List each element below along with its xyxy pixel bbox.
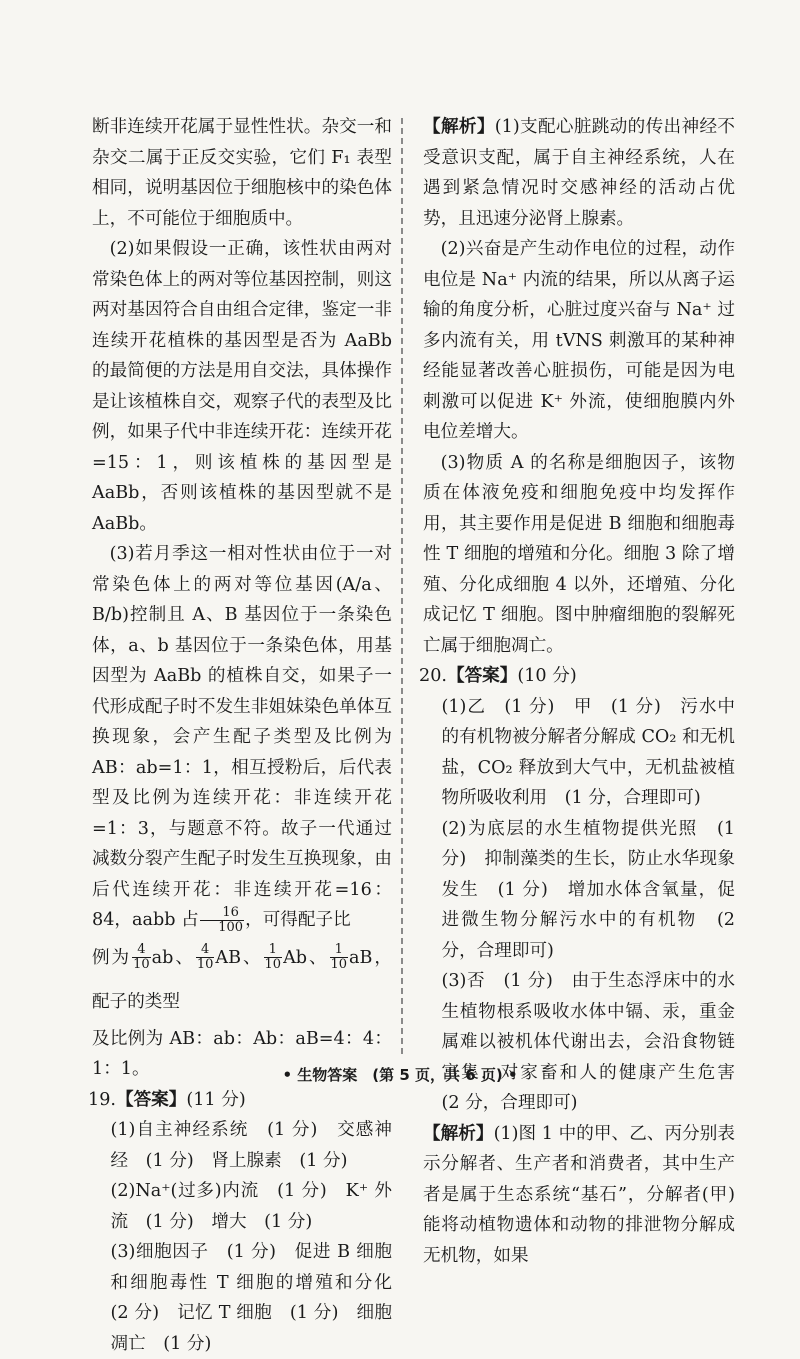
analysis-19-3: (3)物质 A 的名称是细胞因子，该物质在体液免疫和细胞免疫中均发挥作用，其主要作用是促进 B 细胞和细胞毒性 T 细胞的增殖和分化。细胞 3 除了增殖、分化成细胞 4 以外，还增殖、分化成记忆 T 细胞。图中肿瘤细胞的裂解死亡属于细胞凋亡。 [423,452,735,656]
paragraph-part-3-tail: ，可得配子比 [245,910,351,930]
fraction-numerator: 4 [196,943,215,958]
fraction-denominator: 10 [264,957,282,972]
answer-label: 【答案】 [115,1088,187,1110]
question-19-header [88,1085,392,1116]
gamete-Ab: Ab、 [283,947,329,968]
fraction-numerator: 16 [200,906,244,921]
fraction-denominator: 100 [218,919,244,935]
answer-label: 【答案】 [446,665,518,686]
analysis-19-2: (2)兴奋是产生动作电位的过程，动作电位是 Na⁺ 内流的结果，所以从离子运输的角度分析，心脏过度兴奋与 Na⁺ 过多内流有关，用 tVNS 刺激耳的某种神经能显著改善心脏损伤，可能是因为电刺激可以促进 K⁺ 外流，使细胞膜内外电位差增大。 [423,239,735,442]
answer-2: (2)为底层的水生植物提供光照 (1 分) 抑制藻类的生长，防止水华现象发生 (1 分) 增加水体含氧量，促进微生物分解污水中的有机物 (2 分，合理即可) [441,818,735,961]
question-number: 20. [419,666,447,686]
analysis-label: 【解析】 [423,1122,494,1144]
question-20-header [419,661,735,692]
score: (11 分) [186,1089,246,1110]
paragraph-part-3-text: (3)若月季这一相对性状由位于一对常染色体上的两对等位基因(A/a、B/b)控制且 A、B 基因位于一条染色体，a、b 基因位于一条染色体，用基因型为 AaBb 的植株自交，如果子一代形成配子时不发生非姐妹染色单体互换现象，会产生配子类型及比例为 AB：ab=1：1，相互授粉后，后代表型及比例为连续开花：非连续开花=1：3，与题意不符。故子一代通过减数分裂产生配子时发生互换现象，由后代连续开花：非连续开花=16：84，aabb 占 [92,544,392,930]
gamete-ratio-line [92,936,392,1024]
fraction-4-10-a [132,943,151,972]
paragraph-part-2: (2)如果假设一正确，该性状由两对常染色体上的两对等位基因控制，则这两对基因符合自由组合定律，鉴定一非连续开花植株的基因型是否为 AaBb 的最简便的方法是用自交法，具体操作是让该植株自交，观察子代的表型及比例，如果子代中非连续开花：连续开花=15：1，则该植株的基因型是 AaBb，否则该植株的基因型就不是 AaBb。 [92,239,392,534]
analysis-20-1 [423,1119,735,1272]
fraction-numerator: 1 [330,943,349,958]
analysis-19-1 [423,112,735,234]
fraction-numerator: 4 [132,943,151,958]
right-column [419,112,753,1271]
paragraph-part-3 [92,539,392,936]
fraction-16-100 [200,906,244,935]
column-divider [401,118,403,1054]
answer-1: (1)乙 (1 分) 甲 (1 分) 污水中的有机物被分解者分解成 CO₂ 和无机盐，CO₂ 释放到大气中，无机盐被植物所吸收利用 (1 分，合理即可) [441,696,735,808]
fraction-1-10-b [330,943,349,972]
answer-3: (3)细胞因子 (1 分) 促进 B 细胞和细胞毒性 T 细胞的增殖和分化 (2 分) 记忆 T 细胞 (1 分) 细胞凋亡 (1 分) [110,1242,410,1354]
answer-3: (3)否 (1 分) 由于生态浮床中的水生植物根系吸收水体中镉、汞，重金属难以被机体代谢出去，会沿食物链富集，对家畜和人的健康产生危害 (2 分，合理即可) [441,971,753,1113]
page-footer: • 生物答案 (第 5 页，共 6 页) • [282,1066,518,1084]
fraction-denominator: 10 [133,957,150,972]
question-number: 19. [88,1089,116,1110]
gamete-AB: AB、 [215,947,263,968]
analysis-text: (1)图 1 中的甲、乙、丙分别表示分解者、生产者和消费者，其中生产者是属于生态系统“基石”，分解者(甲)能将动植物遗体和动物的排泄物分解成无机物，如果 [423,1123,735,1266]
fraction-denominator: 10 [330,957,348,972]
score: (10 分) [517,666,577,686]
question-19-answers [92,1115,410,1359]
analysis-text: (1)支配心脏跳动的传出神经不受意识支配，属于自主神经系统，人在遇到紧急情况时交感神经的活动占优势，且迅速分泌肾上腺素。 [423,117,735,229]
gamete-aB: aB，配子的类型 [92,947,392,1012]
fraction-4-10-b [196,943,215,972]
ratio-conclusion: 及比例为 AB：ab：Ab：aB=4：4：1：1。 [92,1028,392,1079]
gamete-ab: ab、 [151,947,195,968]
fraction-denominator: 10 [196,957,214,972]
question-20-answers [423,692,753,1119]
paragraph-continuation: 断非连续开花属于显性性状。杂交一和杂交二属于正反交实验，它们 F₁ 表型相同，说明基因位于细胞核中的染色体上，不可能位于细胞质中。 [92,117,392,229]
fraction-numerator: 1 [264,943,283,958]
fraction-1-10-a [264,943,283,972]
answer-2: (2)Na⁺(过多)内流 (1 分) K⁺ 外流 (1 分) 增大 (1 分) [110,1181,392,1232]
answer-1: (1)自主神经系统 (1 分) 交感神经 (1 分) 肾上腺素 (1 分) [110,1120,392,1171]
ratio-prefix: 例为 [92,947,132,968]
analysis-label: 【解析】 [423,116,495,137]
